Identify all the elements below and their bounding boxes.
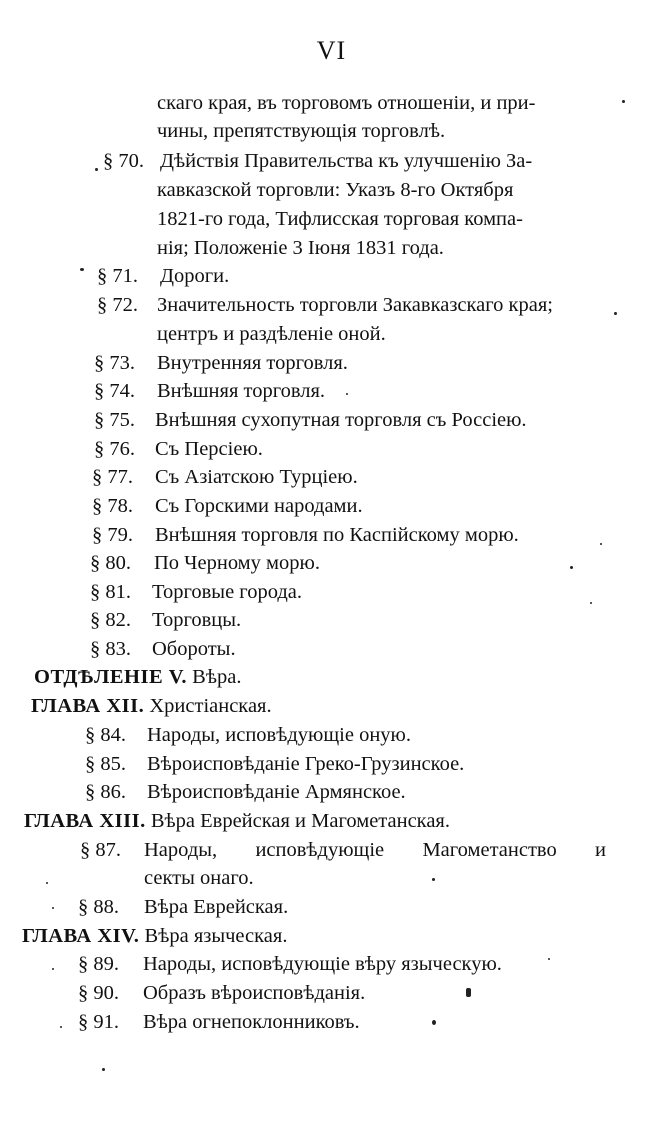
section-number-78: § 78.: [92, 495, 133, 517]
section-number-83: § 83.: [90, 638, 131, 660]
toc-entry-88: Вѣра Еврейская.: [144, 896, 289, 918]
section-number-82: § 82.: [90, 609, 131, 631]
section-number-73: § 73.: [94, 352, 135, 374]
section-number-88: § 88.: [78, 896, 119, 918]
toc-entry-76: Съ Персіею.: [155, 438, 263, 460]
scan-speck: [622, 100, 625, 103]
scan-speck: [346, 393, 348, 395]
section-number-76: § 76.: [94, 438, 135, 460]
scan-speck: [80, 268, 84, 271]
toc-entry-72-line: центръ и раздѣленіе оной.: [157, 323, 386, 345]
section-number-81: § 81.: [90, 581, 131, 603]
section-number-85: § 85.: [85, 753, 126, 775]
toc-entry-86: Вѣроисповѣданіе Армянское.: [147, 781, 406, 803]
scan-speck: [590, 602, 592, 604]
section-number-77: § 77.: [92, 466, 133, 488]
toc-entry-70-line: нія; Положеніе 3 Іюня 1831 года.: [157, 237, 444, 259]
scan-speck: [614, 312, 617, 315]
toc-entry-87-line: секты онаго.: [144, 867, 254, 889]
toc-entry-90: Образъ вѣроисповѣданія.: [143, 982, 366, 1004]
chapter-title: Христіанская.: [149, 695, 272, 717]
toc-entry-80: По Черному морю.: [154, 552, 320, 574]
toc-word: Народы,: [144, 839, 218, 861]
scan-speck: [466, 988, 471, 997]
scan-speck: [432, 1020, 436, 1025]
chapter-label: ГЛАВА XIII.: [24, 810, 146, 832]
toc-word: исповѣдующіе: [255, 839, 385, 861]
toc-entry-75: Внѣшняя сухопутная торговля съ Россіею.: [155, 409, 527, 431]
part-heading: [34, 665, 241, 689]
chapter-heading-12: [31, 694, 272, 718]
section-number-71: § 71.: [97, 265, 138, 287]
toc-word: и: [595, 839, 606, 861]
toc-entry-71: Дороги.: [160, 265, 230, 287]
chapter-title: Вѣра Еврейская и Магометанская.: [150, 810, 450, 832]
toc-entry-81: Торговые города.: [152, 581, 303, 603]
section-number-74: § 74.: [94, 380, 135, 402]
chapter-heading-14: [22, 924, 287, 948]
toc-entry-79: Внѣшняя торговля по Каспійскому морю.: [155, 524, 519, 546]
scan-speck: [52, 968, 54, 970]
section-number-72: § 72.: [97, 294, 138, 316]
toc-entry-87-line: [144, 838, 606, 862]
page-number: VI: [316, 36, 347, 65]
toc-entry-73: Внутренняя торговля.: [157, 352, 348, 374]
scan-speck: [52, 907, 54, 909]
chapter-label: ГЛАВА XIV.: [22, 925, 140, 947]
toc-entry-70-line: Дѣйствія Правительства къ улучшенію За-: [160, 150, 533, 172]
scan-speck: [102, 1068, 105, 1071]
scan-speck: [570, 566, 573, 569]
section-number-86: § 86.: [85, 781, 126, 803]
toc-continuation-line: чины, препятствующія торговлѣ.: [157, 120, 446, 142]
chapter-label: ГЛАВА XII.: [31, 695, 145, 717]
toc-entry-70-line: 1821-го года, Тифлисская торговая компа-: [157, 208, 523, 230]
toc-continuation-line: скаго края, въ торговомъ отношеніи, и при-: [157, 92, 536, 114]
section-number-89: § 89.: [78, 953, 119, 975]
part-heading-title: Вѣра.: [192, 666, 242, 688]
toc-entry-70-line: кавказской торговли: Указъ 8-го Октября: [157, 179, 514, 201]
scan-speck: [548, 958, 550, 960]
toc-entry-83: Обороты.: [152, 638, 236, 660]
section-number-79: § 79.: [92, 524, 133, 546]
scan-speck: [46, 882, 48, 884]
scan-speck: [60, 1026, 62, 1028]
toc-entry-89: Народы, исповѣдующіе вѣру языческую.: [143, 953, 502, 975]
toc-entry-85: Вѣроисповѣданіе Греко-Грузинское.: [147, 753, 465, 775]
toc-entry-72-line: Значительность торговли Закавказскаго края;: [157, 294, 553, 316]
section-number-84: § 84.: [85, 724, 126, 746]
section-number-90: § 90.: [78, 982, 119, 1004]
section-number-75: § 75.: [94, 409, 135, 431]
scan-speck: [600, 543, 602, 545]
toc-entry-82: Торговцы.: [152, 609, 242, 631]
section-number-70: § 70.: [103, 150, 144, 172]
section-number-87: § 87.: [80, 839, 121, 861]
section-number-80: § 80.: [90, 552, 131, 574]
scan-speck: [95, 168, 98, 171]
part-heading-label: ОТДѢЛЕНІЕ V.: [34, 666, 188, 688]
chapter-title: Вѣра языческая.: [144, 925, 288, 947]
toc-entry-84: Народы, исповѣдующіе оную.: [147, 724, 411, 746]
toc-entry-77: Съ Азіатскою Турціею.: [155, 466, 358, 488]
toc-entry-78: Съ Горскими народами.: [155, 495, 363, 517]
toc-entry-91: Вѣра огнепоклонниковъ.: [143, 1011, 360, 1033]
section-number-91: § 91.: [78, 1011, 119, 1033]
toc-word: Магометанство: [422, 839, 557, 861]
scan-speck: [432, 878, 435, 881]
toc-entry-74: Внѣшняя торговля.: [157, 380, 326, 402]
chapter-heading-13: [24, 809, 450, 833]
